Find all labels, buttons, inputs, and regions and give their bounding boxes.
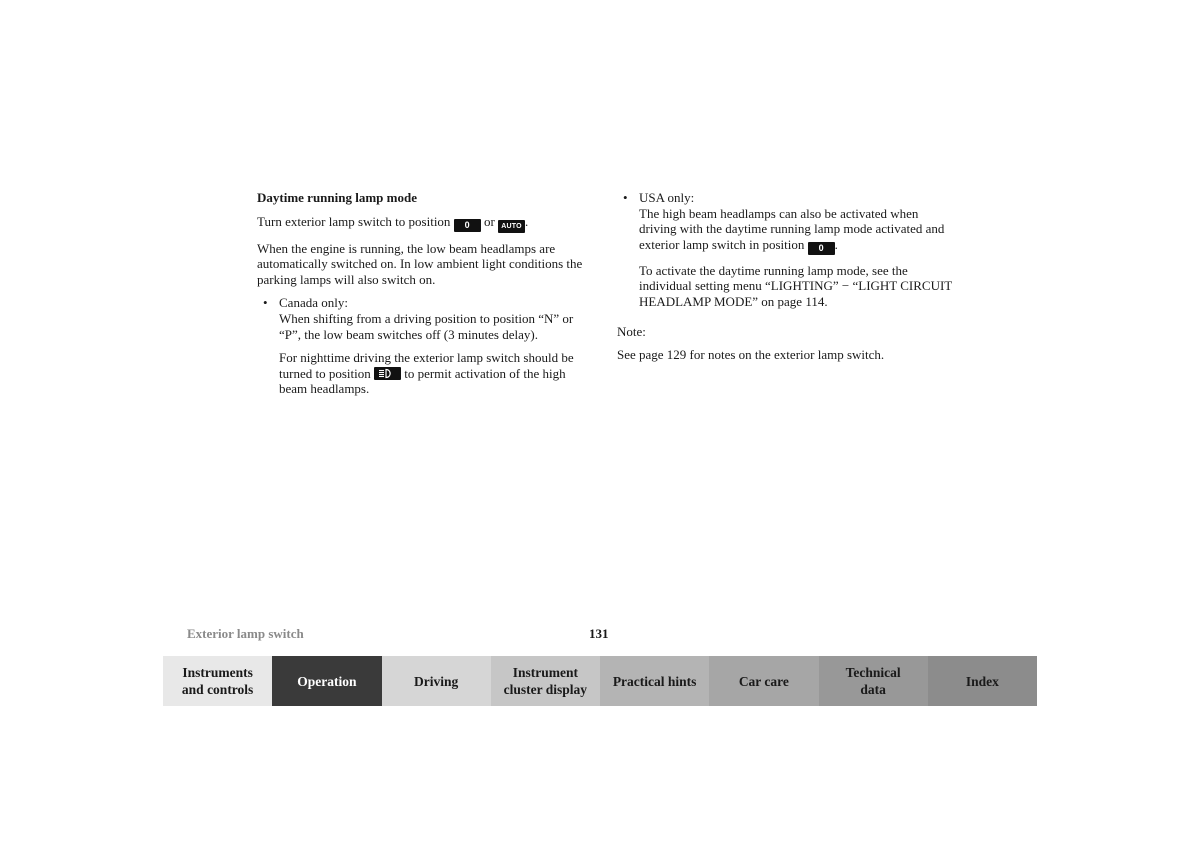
page-number: 131 <box>589 626 609 641</box>
tab-instrument-cluster-display[interactable] <box>491 656 600 706</box>
tab-technical-data[interactable] <box>819 656 928 706</box>
bullet-marker: • <box>263 295 268 311</box>
usa-paragraph <box>639 206 957 255</box>
turn-switch-paragraph <box>257 214 587 233</box>
left-column <box>257 190 587 405</box>
usa-text: The high beam headlamps can also be activated when driving with the daytime running lamp mode activated and exterior lamp switch in position <box>639 205 945 252</box>
tab-label-line1: Operation <box>297 673 357 689</box>
tab-label-line2: cluster display <box>503 682 588 697</box>
or-text: or <box>483 213 495 229</box>
tab-label-line1: Technical <box>845 665 901 680</box>
tab-label-line1: Practical hints <box>612 673 697 689</box>
tab-label-line1: Car care <box>738 673 789 689</box>
canada-text: When shifting from a driving position to position “N” or “P”, the low beam switches off (3 minutes delay). <box>279 310 574 342</box>
tab-instruments-and-controls[interactable] <box>163 656 272 706</box>
section-tab-bar <box>163 656 1037 706</box>
high-beam-headlamp-icon <box>374 367 401 380</box>
canada-label: Canada only: <box>279 295 348 311</box>
turn-switch-text: Turn exterior lamp switch to position <box>257 213 451 229</box>
position-zero-symbol: 0 <box>454 219 481 232</box>
tab-car-care[interactable] <box>709 656 818 706</box>
note-label: Note: <box>617 323 646 339</box>
usa-label: USA only: <box>639 190 695 205</box>
section-heading: Daytime running lamp mode <box>257 190 417 205</box>
period: . <box>525 213 529 229</box>
bullet-marker: • <box>623 190 628 205</box>
auto-symbol: AUTO <box>498 220 525 233</box>
tab-label-line2: data <box>860 682 886 697</box>
note-text: See page 129 for notes on the exterior lamp switch. <box>617 347 885 363</box>
footer-section-title: Exterior lamp switch <box>187 626 304 641</box>
usa-bullet <box>617 190 957 310</box>
activate-paragraph: To activate the daytime running lamp mode, see the individual setting menu “LIGHTING” − “LIGHT CIRCUIT HEADLAMP MODE” on page 114. <box>639 262 953 309</box>
tab-practical-hints[interactable] <box>600 656 709 706</box>
tab-driving[interactable] <box>382 656 491 706</box>
tab-index[interactable] <box>928 656 1037 706</box>
tab-label-line1: Instrument <box>512 665 578 680</box>
nighttime-text-before: For nighttime driving the exterior lamp switch should be turned to position <box>279 350 574 381</box>
tab-label-line1: Index <box>965 673 999 689</box>
tab-label-line2: and controls <box>181 682 254 697</box>
nighttime-text-after: to permit activation of the high beam headlamps. <box>279 365 566 397</box>
canada-bullet <box>257 295 587 397</box>
nighttime-paragraph <box>279 350 587 397</box>
engine-paragraph: When the engine is running, the low beam headlamps are automatically switched on. In low ambient light conditions the parking lamps will also switch on. <box>257 240 583 287</box>
tab-label-line1: Driving <box>413 673 459 689</box>
period: . <box>834 236 838 252</box>
tab-operation[interactable] <box>272 656 381 706</box>
position-zero-symbol: 0 <box>808 242 835 255</box>
right-column <box>617 190 957 371</box>
tab-label-line1: Instruments <box>182 665 253 680</box>
